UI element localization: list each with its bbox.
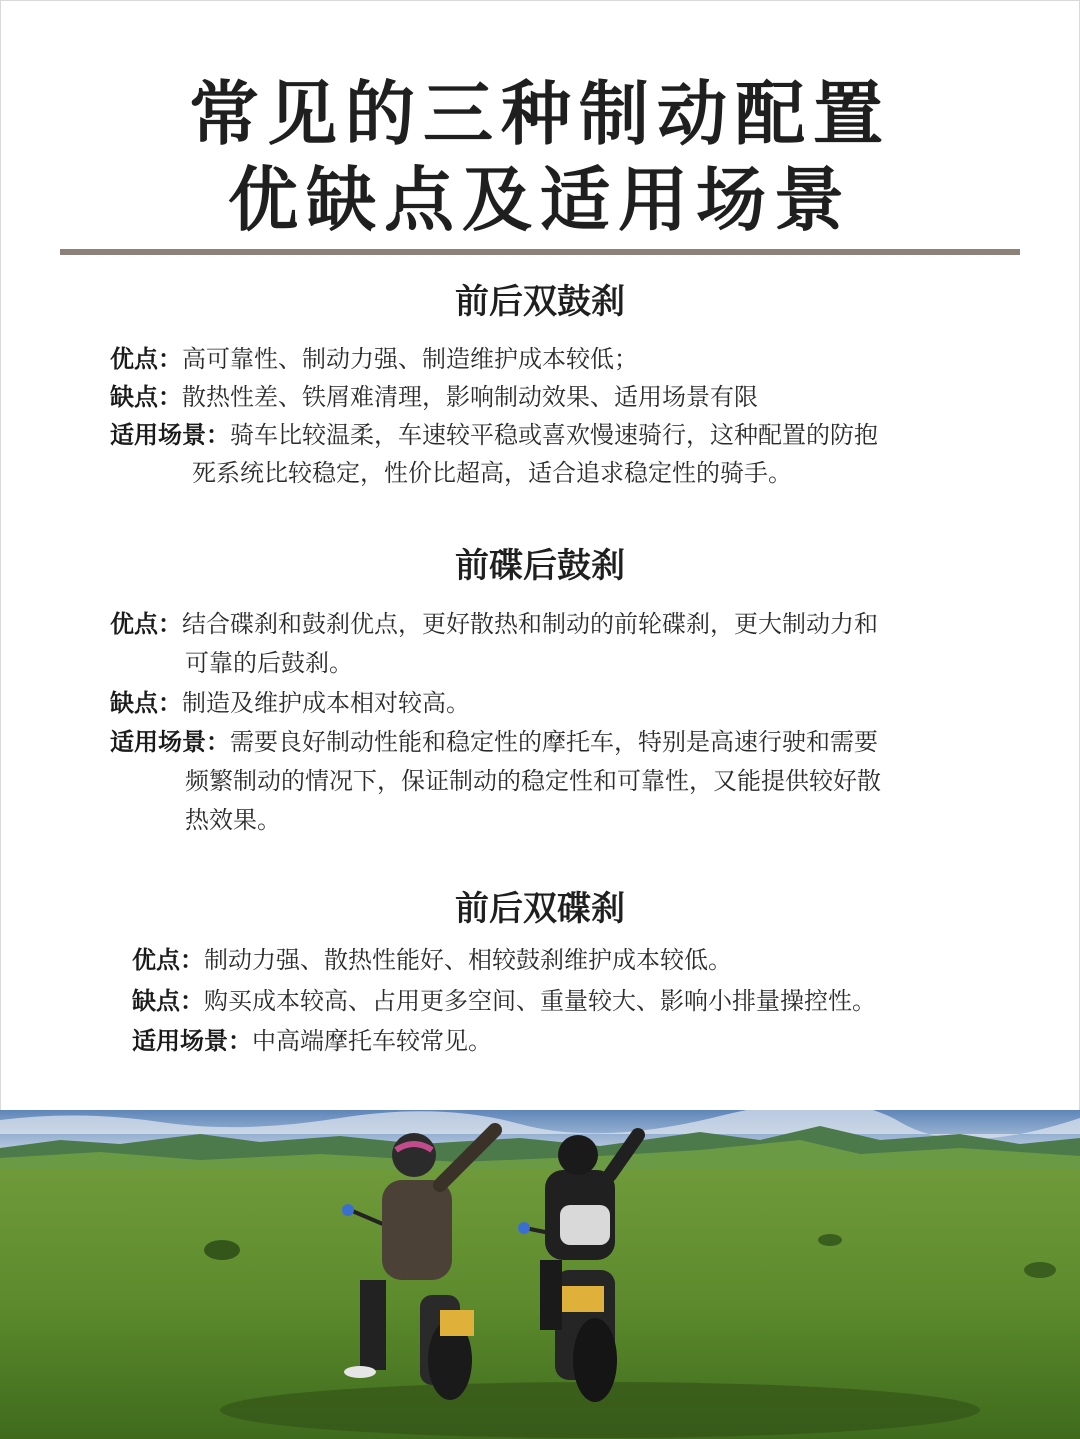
page-title-line-2: 优缺点及适用场景 xyxy=(228,159,852,241)
cons-text: 散热性差、铁屑难清理，影响制动效果、适用场景有限 xyxy=(182,383,758,411)
section-2-scene-line-2: 频繁制动的情况下，保证制动的稳定性和可靠性，又能提供较好散 xyxy=(185,767,881,795)
section-1-scene-line-2: 死系统比较稳定，性价比超高，适合追求稳定性的骑手。 xyxy=(192,459,792,487)
shrub xyxy=(818,1234,842,1246)
pros-text: 制动力强、散热性能好、相较鼓刹维护成本较低。 xyxy=(204,946,732,974)
cons-label: 缺点： xyxy=(110,383,182,411)
section-3-cons xyxy=(132,984,876,1018)
section-2-pros-line-2: 可靠的后鼓刹。 xyxy=(185,649,353,677)
section-2-cons xyxy=(110,686,470,720)
cons-label: 缺点： xyxy=(110,689,182,717)
grassland-riders-photo xyxy=(0,1110,1080,1439)
title-divider xyxy=(60,249,1020,255)
pros-text: 高可靠性、制动力强、制造维护成本较低； xyxy=(182,345,638,373)
section-3-pros xyxy=(132,943,732,977)
photo-illustration xyxy=(0,1110,1080,1439)
pros-label: 优点： xyxy=(110,345,182,373)
section-1-cons xyxy=(110,380,758,414)
scene-label: 适用场景： xyxy=(110,728,230,756)
page-title-line-1: 常见的三种制动配置 xyxy=(189,73,891,155)
section-1-pros xyxy=(110,342,638,376)
scene-label: 适用场景： xyxy=(110,421,230,449)
pros-label: 优点： xyxy=(132,946,204,974)
cons-text: 购买成本较高、占用更多空间、重量较大、影响小排量操控性。 xyxy=(204,987,876,1015)
section-heading-disc-drum: 前碟后鼓刹 xyxy=(455,546,625,586)
section-heading-disc-disc: 前后双碟刹 xyxy=(455,889,625,929)
scene-label: 适用场景： xyxy=(132,1027,252,1055)
scene-text-line-1: 骑车比较温柔，车速较平稳或喜欢慢速骑行，这种配置的防抱 xyxy=(230,421,878,449)
scene-text: 中高端摩托车较常见。 xyxy=(252,1027,492,1055)
cons-text: 制造及维护成本相对较高。 xyxy=(182,689,470,717)
section-2-scene-line-3: 热效果。 xyxy=(185,806,281,834)
scene-text-line-1: 需要良好制动性能和稳定性的摩托车，特别是高速行驶和需要 xyxy=(230,728,878,756)
section-2-pros xyxy=(110,607,878,641)
pros-text-line-1: 结合碟刹和鼓刹优点，更好散热和制动的前轮碟刹，更大制动力和 xyxy=(182,610,878,638)
shrub xyxy=(1024,1262,1056,1278)
cons-label: 缺点： xyxy=(132,987,204,1015)
pros-label: 优点： xyxy=(110,610,182,638)
section-2-scene xyxy=(110,725,878,759)
section-1-scene xyxy=(110,418,878,452)
shrub xyxy=(204,1240,240,1260)
section-3-scene xyxy=(132,1024,492,1058)
section-heading-drum-drum: 前后双鼓刹 xyxy=(455,282,625,322)
